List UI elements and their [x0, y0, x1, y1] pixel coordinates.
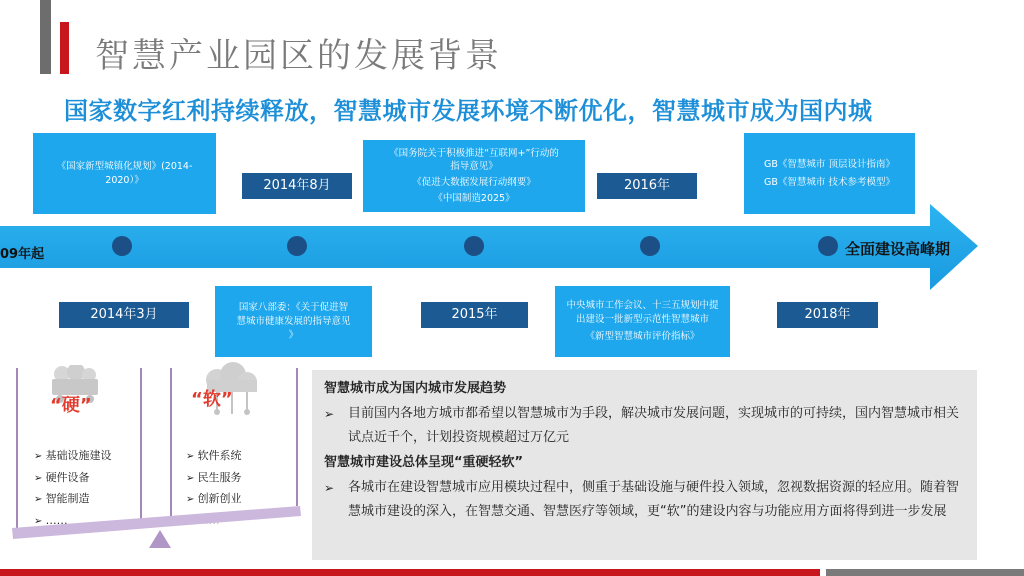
list-item: ➢ ……	[34, 511, 112, 533]
timeline-event-central-urban-conference: 中央城市工作会议、十三五规划中提 出建设一批新型示范性智慧城市 《新型智慧城市评价指标》	[555, 286, 730, 357]
timeline-event-2014-plan: 《国家新型城镇化规划》(2014- 2020）》	[33, 133, 216, 214]
hard-soft-balance	[0, 360, 310, 560]
timeline-dot	[818, 236, 838, 256]
page-title: 智慧产业园区的发展背景	[95, 36, 502, 76]
arrow-bullet-icon: ➢	[324, 407, 335, 421]
list-item: ➢ 基础设施建设	[34, 446, 112, 468]
arrow-bullet-icon: ➢	[324, 481, 335, 495]
info-heading-hard-soft: 智慧城市建设总体呈现“重硬轻软”	[324, 455, 524, 470]
footer-bar-gray	[826, 569, 1024, 576]
hard-label: “硬”	[50, 395, 92, 416]
timeline-start-label: 09年起	[0, 247, 45, 262]
list-item: ➢ 智能制造	[34, 489, 112, 511]
timeline-end-label: 全面建设高峰期	[845, 240, 951, 258]
list-item: ➢ 民生服务	[186, 468, 242, 490]
soft-label: “软”	[191, 389, 233, 410]
timeline-dot	[640, 236, 660, 256]
balance-beam	[0, 360, 310, 560]
timeline-event-internet-plus: 《国务院关于积极推进“互联网+”行动的 指导意见》 《促进大数据发展行动纲要》 《中国制造2025》	[363, 140, 585, 212]
headline: 国家数字红利持续释放，智慧城市发展环境不断优化，智慧城市成为国内城	[64, 97, 873, 125]
info-panel	[312, 370, 977, 560]
timeline-date-2016: 2016年	[597, 173, 697, 199]
timeline-date-2018: 2018年	[777, 302, 878, 328]
timeline-dot	[464, 236, 484, 256]
timeline-dot	[112, 236, 132, 256]
info-heading-trend: 智慧城市成为国内城市发展趋势	[324, 381, 507, 396]
info-paragraph-trend: 目前国内各地方城市都希望以智慧城市为手段，解决城市发展问题，实现城市的可持续，国内智慧城市相关试点近千个，计划投资规模超过万亿元	[348, 406, 960, 445]
list-item: ➢ 软件系统	[186, 446, 242, 468]
timeline-date-2014-08: 2014年8月	[242, 173, 352, 199]
info-item	[324, 476, 965, 524]
timeline-dot	[287, 236, 307, 256]
info-item	[324, 402, 965, 450]
timeline-date-2015: 2015年	[421, 302, 528, 328]
timeline-event-eight-ministries: 国家八部委：《关于促进智 慧城市健康发展的指导意见 》	[215, 286, 372, 357]
footer-bar-red	[0, 569, 820, 576]
info-paragraph-hard-soft: 各城市在建设智慧城市应用模块过程中，侧重于基础设施与硬件投入领域，忽视数据资源的轻应用。随着智慧城市建设的深入，在智慧交通、智慧医疗等领域，更“软”的建设内容与功能应用方面将得到进一步发展	[348, 480, 960, 519]
list-item: ➢ 创新创业	[186, 489, 242, 511]
timeline-event-gb-standards: GB《智慧城市 顶层设计指南》 GB《智慧城市 技术参考模型》	[744, 133, 915, 214]
timeline-date-2014-03: 2014年3月	[59, 302, 189, 328]
list-item: ➢ 硬件设备	[34, 468, 112, 490]
